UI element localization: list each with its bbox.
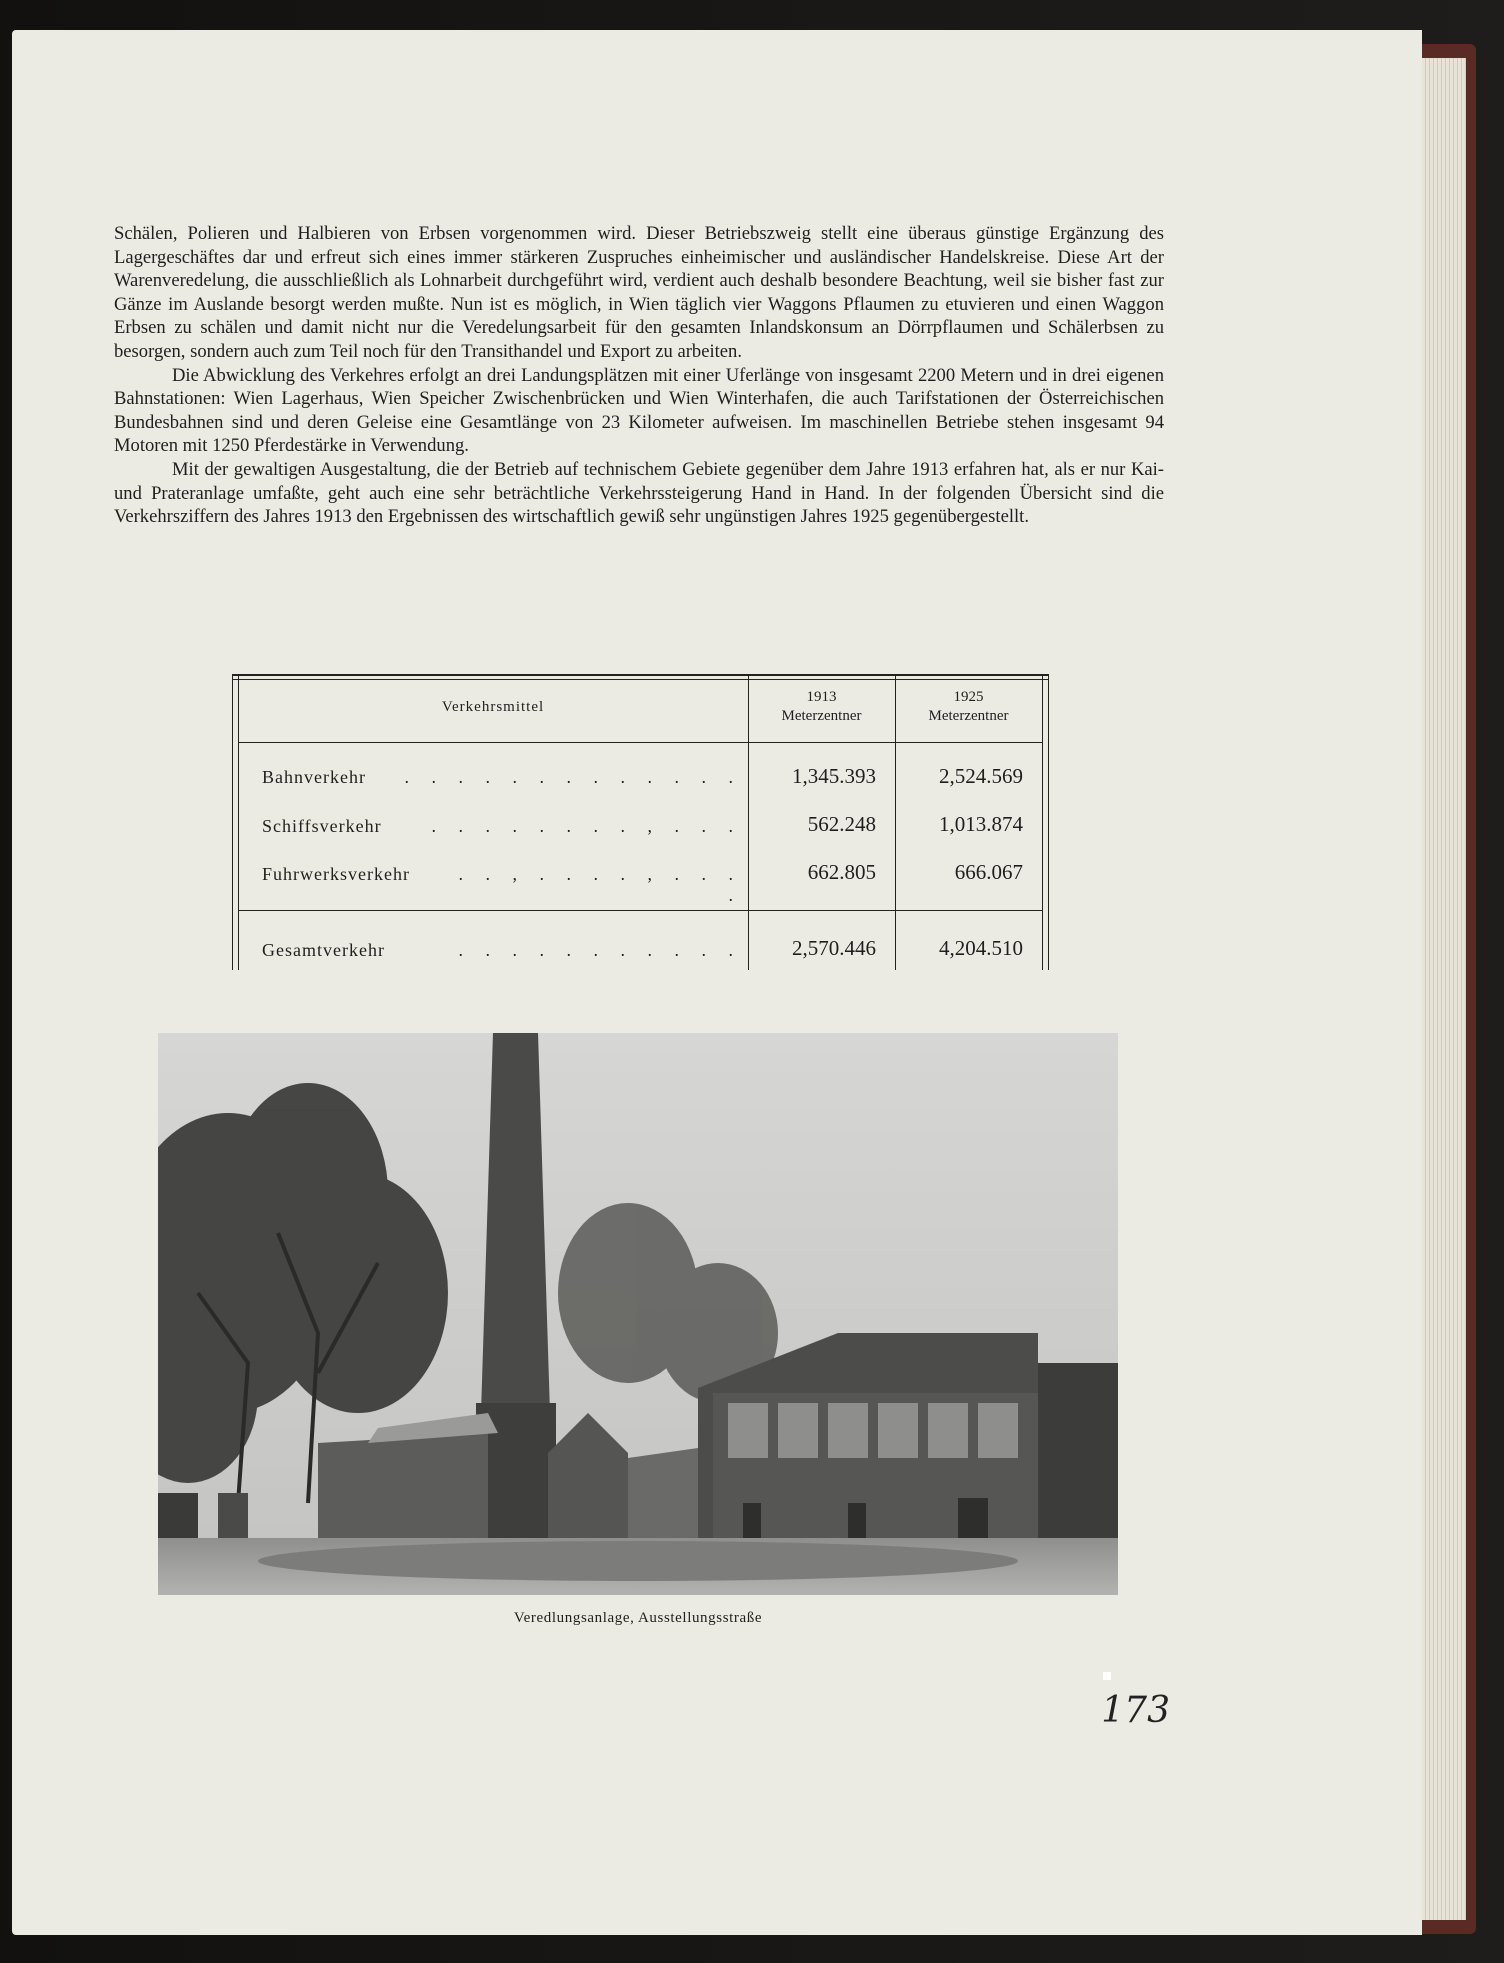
row-1925-gesamtverkehr: 4,204.510	[939, 936, 1023, 960]
header-1913-year: 1913	[806, 689, 837, 705]
row-label-schiffsverkehr: Schiffsverkehr	[262, 816, 382, 836]
row-1925-bahnverkehr: 2,524.569	[939, 764, 1023, 788]
table-border-left	[232, 674, 233, 970]
row-label-fuhrwerksverkehr: Fuhrwerksverkehr	[262, 864, 410, 884]
row-1925-fuhrwerksverkehr: 666.067	[954, 860, 1023, 884]
row-1925-schiffsverkehr: 1,013.874	[939, 812, 1023, 836]
header-rule	[238, 742, 1043, 743]
header-1913-unit: Meterzentner	[781, 708, 862, 724]
total-rule	[238, 910, 1043, 911]
figure-caption: Veredlungsanlage, Ausstellungsstraße	[513, 1610, 763, 1626]
header-label: Verkehrsmittel	[441, 699, 545, 715]
row-1913-schiffsverkehr: 562.248	[807, 812, 876, 836]
row-dots-fuhrwerksverkehr: . . , . . . . , . . . .	[458, 864, 742, 905]
header-col-1913	[748, 688, 895, 726]
row-label-bahnverkehr: Bahnverkehr	[262, 767, 366, 787]
paragraph-3: Mit der gewaltigen Ausgestaltung, die der Betrieb auf technischem Gebiete gegenüber dem Jahre 1913 erfahren hat, als er nur Kai- und Prateranlage umfaßte, geht auch eine sehr beträchtliche Verkehrssteigerung Hand in Hand. In der folgenden Übersicht sind die Verkehrsziffern des Jahres 1913 den Ergebnissen des wirtschaftlich gewiß sehr ungünstigen Jahres 1925 gegenübergestellt.	[114, 458, 1164, 528]
table-border-right	[1048, 674, 1049, 970]
row-dots-bahnverkehr: . . . . . . . . . . . . .	[404, 767, 742, 787]
header-1925-unit: Meterzentner	[928, 708, 1009, 724]
row-label-gesamtverkehr: Gesamtverkehr	[262, 940, 385, 960]
row-dots-schiffsverkehr: . . . . . . . . , . . .	[431, 816, 742, 836]
table-border-left-inner	[238, 674, 239, 970]
factory-photograph	[158, 1033, 1118, 1595]
header-col-1925	[895, 688, 1042, 726]
row-1913-bahnverkehr: 1,345.393	[792, 764, 876, 788]
paragraph-2: Die Abwicklung des Verkehres erfolgt an drei Landungsplätzen mit einer Uferlänge von insgesamt 2200 Metern und in drei eigenen Bahnstationen: Wien Lagerhaus, Wien Speicher Zwischenbrücken und Wien Winterhafen, die auch Tarifstationen der Österreichischen Bundesbahnen sind und deren Geleise eine Gesamtlänge von 23 Kilometer aufweisen. Im maschinellen Betriebe stehen insgesamt 94 Motoren mit 1250 Pferdestärke in Verwendung.	[114, 364, 1164, 457]
paragraph-1: Schälen, Polieren und Halbieren von Erbsen vorgenommen wird. Dieser Betriebszweig stellt eine überaus günstige Ergänzung des Lagergeschäftes dar und erfreut sich eines immer stärkeren Zuspruches einheimischer und ausländischer Handelskreise. Diese Art der Warenveredelung, die ausschließlich als Lohnarbeit durchgeführt wird, verdient auch deshalb besondere Beachtung, weil sie bisher fast zur Gänze im Auslande besorgt werden mußte. Nun ist es möglich, in Wien täglich vier Waggons Pflaumen zu etuvieren und einen Waggon Erbsen zu schälen und damit nicht nur die Veredelungsarbeit für den gesamten Inlandskonsum an Dörrpflaumen und Schälerbsen zu besorgen, sondern auch zum Teil noch für den Transithandel und Export zu arbeiten.	[114, 223, 1164, 362]
traffic-table	[232, 674, 1049, 970]
header-1925-year: 1925	[953, 689, 984, 705]
body-text	[114, 222, 1164, 529]
row-1913-gesamtverkehr: 2,570.446	[792, 936, 876, 960]
scan-artifact	[1103, 1672, 1111, 1680]
table-top-rule	[232, 674, 1049, 680]
page-number: 173	[1101, 1690, 1170, 1731]
factory-photo-illustration	[158, 1033, 1118, 1595]
row-1913-fuhrwerksverkehr: 662.805	[807, 860, 876, 884]
row-dots-gesamtverkehr: . . . . . . . . . . .	[458, 940, 742, 960]
table-border-right-inner	[1042, 674, 1043, 970]
